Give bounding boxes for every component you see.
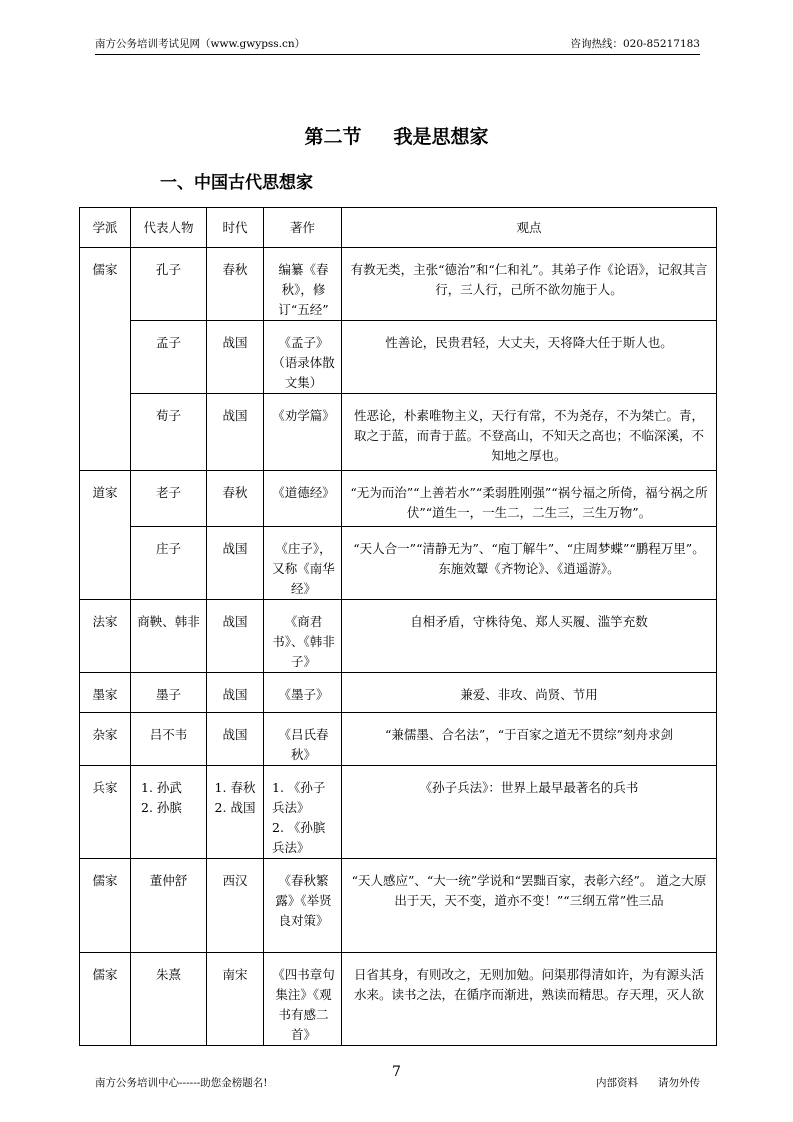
work-cell: 《庄子》，又称《南华经》 bbox=[264, 527, 342, 600]
thinkers-table bbox=[79, 207, 717, 1046]
footer-notice bbox=[576, 1075, 700, 1090]
header-era: 时代 bbox=[207, 208, 264, 248]
era-item: 2. 战国 bbox=[214, 800, 256, 815]
era-item: 1. 春秋 bbox=[214, 780, 256, 795]
header-work: 著作 bbox=[264, 208, 342, 248]
work-cell: 编纂《春秋》，修订“五经” bbox=[264, 248, 342, 321]
school-cell: 杂家 bbox=[80, 713, 131, 766]
work-cell: 《春秋繁露》《举贤良对策》 bbox=[264, 859, 342, 953]
table-row bbox=[80, 953, 717, 1046]
school-cell: 儒家 bbox=[80, 953, 131, 1046]
person-cell: 荀子 bbox=[131, 394, 207, 471]
work-cell: 《商君书》、《韩非子》 bbox=[264, 600, 342, 673]
person-item: 2. 孙膑 bbox=[141, 800, 182, 815]
era-cell: 春秋 bbox=[207, 248, 264, 321]
footer-slogan: 南方公务培训中心------助您金榜题名! bbox=[95, 1077, 268, 1089]
view-cell: 兼爱、非攻、尚贤、节用 bbox=[342, 673, 717, 713]
footer-no-share: 请勿外传 bbox=[658, 1077, 700, 1089]
era-cell: 战国 bbox=[207, 600, 264, 673]
work-cell bbox=[264, 766, 342, 859]
view-cell: “兼儒墨、合名法”，“于百家之道无不贯综”刻舟求剑 bbox=[342, 713, 717, 766]
subsection-title: 一、中国古代思想家 bbox=[160, 173, 313, 193]
table-row bbox=[80, 673, 717, 713]
person-cell: 孟子 bbox=[131, 321, 207, 394]
person-cell: 墨子 bbox=[131, 673, 207, 713]
person-cell: 朱熹 bbox=[131, 953, 207, 1046]
school-cell: 儒家 bbox=[80, 859, 131, 953]
person-item: 1. 孙武 bbox=[141, 780, 182, 795]
era-cell: 战国 bbox=[207, 321, 264, 394]
table-row bbox=[80, 321, 717, 394]
work-item: 1. 《孙子兵法》 bbox=[272, 780, 326, 815]
era-cell: 南宋 bbox=[207, 953, 264, 1046]
header-person: 代表人物 bbox=[131, 208, 207, 248]
page-number: 7 bbox=[392, 1064, 401, 1080]
header-view: 观点 bbox=[342, 208, 717, 248]
section-number: 第二节 bbox=[304, 126, 362, 148]
table-row bbox=[80, 394, 717, 471]
view-cell: 日省其身，有则改之，无则加勉。问渠那得清如许，为有源头活水来。读书之法，在循序而渐进，熟读而精思。存天理，灭人欲 bbox=[342, 953, 717, 1046]
footer-internal: 内部资料 bbox=[596, 1077, 638, 1089]
view-cell: 性恶论，朴素唯物主义，天行有常，不为尧存，不为桀亡。青，取之于蓝，而青于蓝。不登高山，不知天之高也；不临深溪，不知地之厚也。 bbox=[342, 394, 717, 471]
view-cell: 自相矛盾，守株待兔、郑人买履、滥竽充数 bbox=[342, 600, 717, 673]
school-cell: 道家 bbox=[80, 471, 131, 600]
view-cell: “天人感应”、“大一统”学说和“罢黜百家，表彰六经”。 道之大原出于天，天不变，道亦不变！”“三纲五常”性三品 bbox=[342, 859, 717, 953]
school-cell: 法家 bbox=[80, 600, 131, 673]
table-row bbox=[80, 527, 717, 600]
school-cell: 儒家 bbox=[80, 248, 131, 471]
view-cell: 性善论，民贵君轻，大丈夫，天将降大任于斯人也。 bbox=[342, 321, 717, 394]
work-cell: 《墨子》 bbox=[264, 673, 342, 713]
section-name: 我是思想家 bbox=[393, 126, 489, 148]
person-cell: 吕不韦 bbox=[131, 713, 207, 766]
table-row bbox=[80, 859, 717, 953]
era-cell: 春秋 bbox=[207, 471, 264, 527]
table-row bbox=[80, 471, 717, 527]
era-cell: 战国 bbox=[207, 673, 264, 713]
view-cell: “无为而治”“上善若水”“柔弱胜刚强”“祸兮福之所倚，福兮祸之所伏”“道生一，一生二，二生三，三生万物”。 bbox=[342, 471, 717, 527]
era-cell: 战国 bbox=[207, 713, 264, 766]
view-cell: “天人合一”“清静无为”、“庖丁解牛”、“庄周梦蝶”“鹏程万里”。 东施效颦《齐物论》、《逍遥游》。 bbox=[342, 527, 717, 600]
person-cell: 商鞅、韩非 bbox=[131, 600, 207, 673]
era-cell: 战国 bbox=[207, 394, 264, 471]
era-cell bbox=[207, 766, 264, 859]
table-row bbox=[80, 600, 717, 673]
table-row bbox=[80, 713, 717, 766]
header-site: 南方公务培训考试见网（www.gwypss.cn） bbox=[95, 38, 306, 50]
person-cell bbox=[131, 766, 207, 859]
work-cell: 《吕氏春秋》 bbox=[264, 713, 342, 766]
header-school: 学派 bbox=[80, 208, 131, 248]
work-item: 2. 《孙膑兵法》 bbox=[272, 820, 326, 855]
page-header bbox=[95, 34, 700, 55]
header-hotline: 咨询热线：020-85217183 bbox=[570, 38, 700, 50]
view-cell: 有教无类，主张“德治”和“仁和礼”。其弟子作《论语》，记叙其言行，三人行，己所不欲勿施于人。 bbox=[342, 248, 717, 321]
era-cell: 战国 bbox=[207, 527, 264, 600]
person-cell: 庄子 bbox=[131, 527, 207, 600]
table-header-row bbox=[80, 208, 717, 248]
work-cell: 《劝学篇》 bbox=[264, 394, 342, 471]
school-cell: 兵家 bbox=[80, 766, 131, 859]
person-cell: 孔子 bbox=[131, 248, 207, 321]
view-cell: 《孙子兵法》：世界上最早最著名的兵书 bbox=[342, 766, 717, 859]
school-cell: 墨家 bbox=[80, 673, 131, 713]
section-title bbox=[0, 122, 793, 149]
work-cell: 《四书章句集注》《观书有感二首》 bbox=[264, 953, 342, 1046]
work-cell: 《孟子》（语录体散文集） bbox=[264, 321, 342, 394]
era-cell: 西汉 bbox=[207, 859, 264, 953]
person-cell: 老子 bbox=[131, 471, 207, 527]
table-row bbox=[80, 248, 717, 321]
work-cell: 《道德经》 bbox=[264, 471, 342, 527]
person-cell: 董仲舒 bbox=[131, 859, 207, 953]
table-row bbox=[80, 766, 717, 859]
